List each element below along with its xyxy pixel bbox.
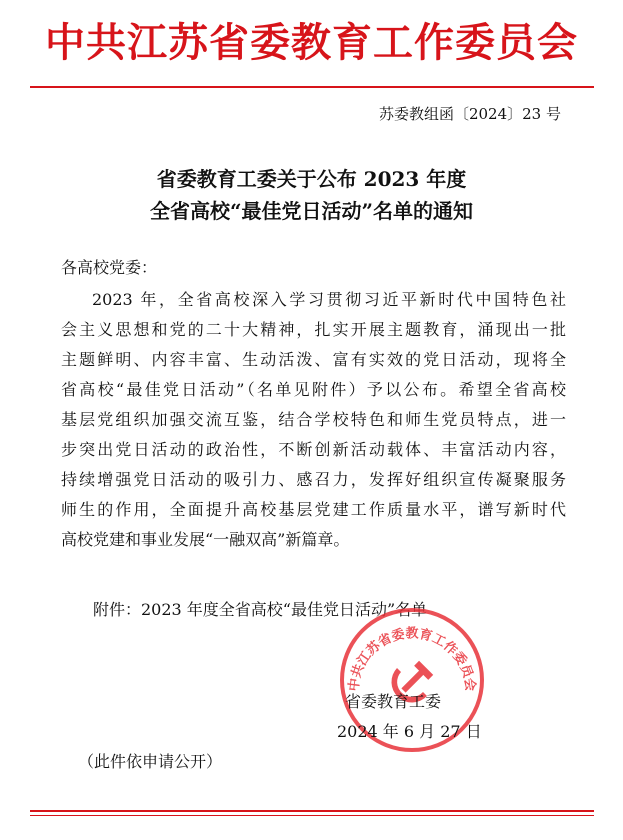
- document-title-line2: 全省高校“最佳党日活动”名单的通知: [149, 199, 473, 223]
- disclosure-note: （此件依申请公开）: [78, 752, 223, 771]
- body-line: 步突出党日活动的政治性，不断创新活动载体、丰富活动内容，: [61, 440, 566, 459]
- document-number: 苏委教组函〔2024〕23 号: [378, 105, 561, 123]
- header-red-rule: [30, 86, 594, 88]
- addressee: 各高校党委：: [61, 258, 158, 277]
- signature-org: 省委教育工委: [345, 692, 442, 711]
- body-line: 省高校“最佳党日活动”（名单见附件）予以公布。希望全省高校: [61, 380, 566, 399]
- attachment-line: 附件：2023 年度全省高校“最佳党日活动”名单: [93, 600, 428, 619]
- body-line: 2023 年，全省高校深入学习贯彻习近平新时代中国特色社: [92, 290, 566, 309]
- header-organization: 中共江苏省委教育工作委员会: [45, 20, 578, 66]
- footer-red-rule-thin: [30, 815, 594, 816]
- body-line: 高校党建和事业发展“一融双高”新篇章。: [61, 530, 350, 549]
- body-line: 持续增强党日活动的吸引力、感召力，发挥好组织宣传凝聚服务: [61, 470, 566, 489]
- seal-text: 中共江苏省委教育工作委员会: [346, 626, 478, 693]
- body-line: 师生的作用，全面提升高校基层党建工作质量水平，谱写新时代: [61, 500, 566, 519]
- body-line: 会主义思想和党的二十大精神，扎实开展主题教育，涌现出一批: [61, 320, 566, 339]
- document-title-line1: 省委教育工委关于公布 2023 年度: [156, 167, 467, 191]
- issue-date: 2024 年 6 月 27 日: [337, 722, 482, 741]
- footer-red-rule: [30, 810, 594, 812]
- body-line: 基层党组织加强交流互鉴，结合学校特色和师生党员特点，进一: [61, 410, 566, 429]
- body-line: 主题鲜明、内容丰富、生动活泼、富有实效的党日活动，现将全: [61, 350, 566, 369]
